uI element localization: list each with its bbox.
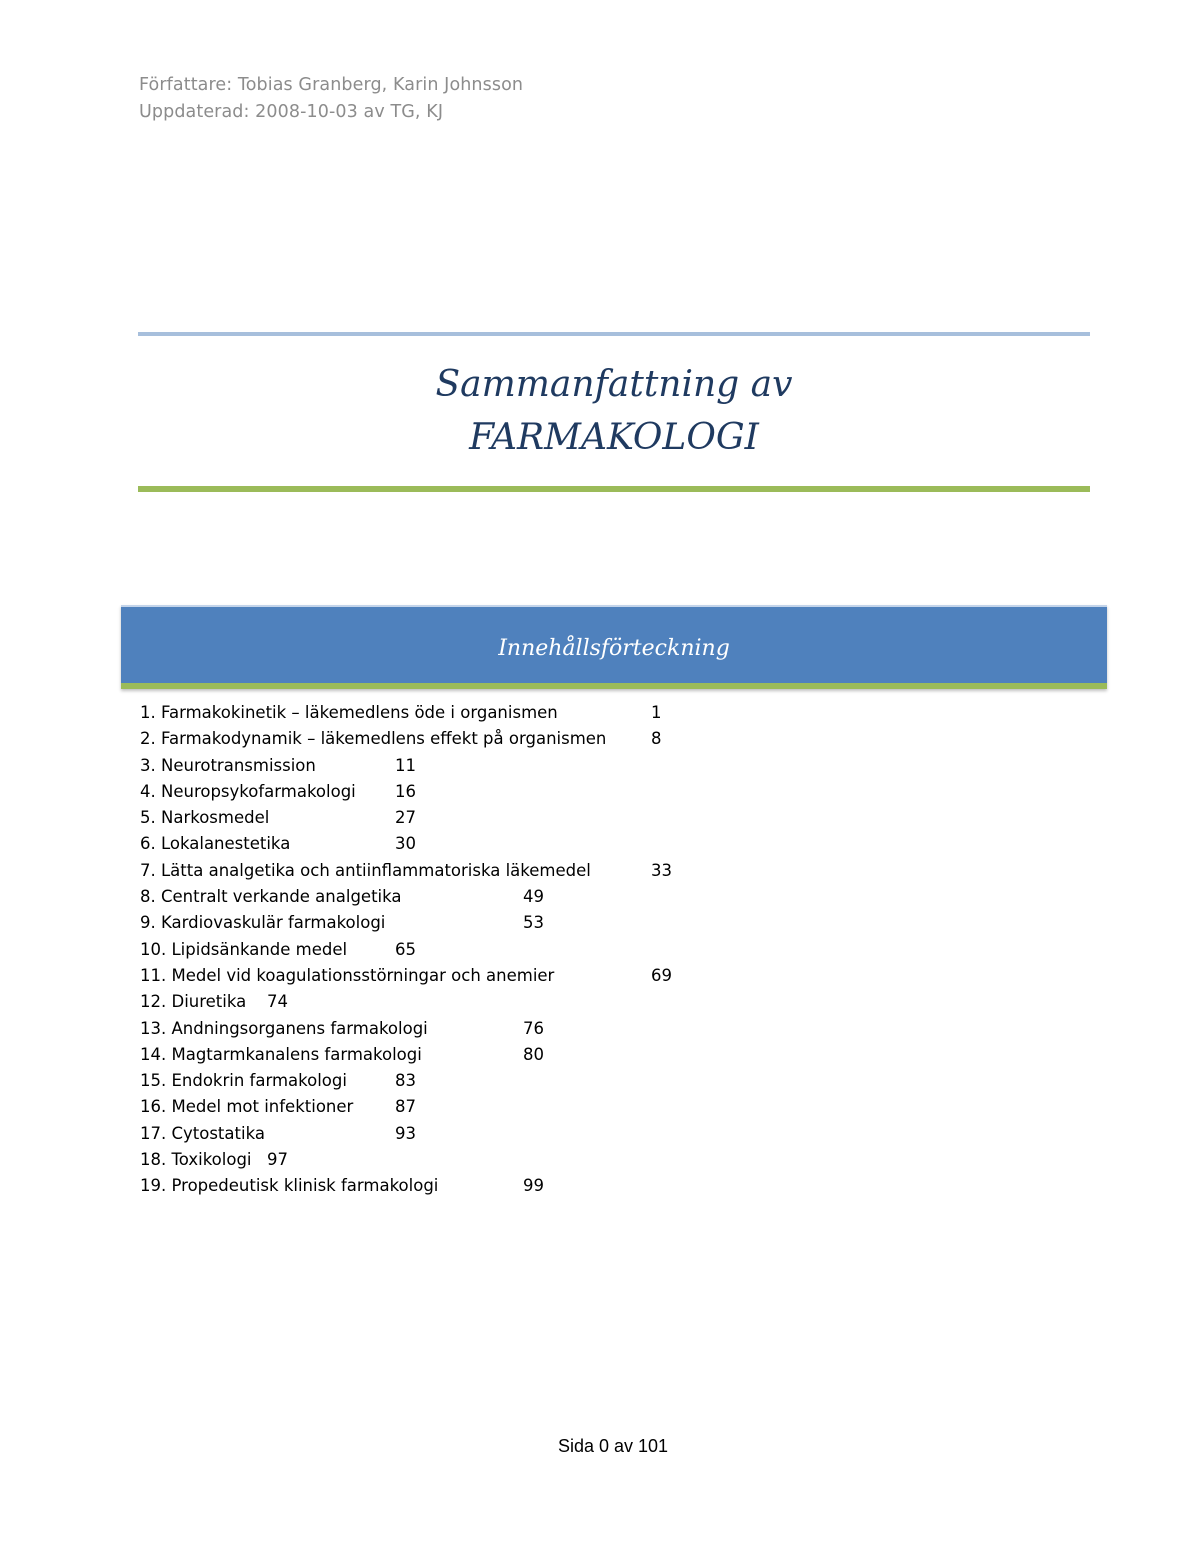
- toc-item-page: 83: [395, 1071, 416, 1091]
- toc-item-page: 93: [395, 1123, 416, 1143]
- toc-item[interactable]: [140, 700, 740, 726]
- toc-item-label: 5. Narkosmedel: [140, 808, 270, 828]
- title-line-2: FARMAKOLOGI: [469, 417, 759, 458]
- toc-item-page: 27: [395, 808, 416, 828]
- authors-line: Författare: Tobias Granberg, Karin Johnsson: [139, 75, 524, 95]
- toc-item[interactable]: [140, 858, 740, 884]
- toc-item[interactable]: [140, 1016, 740, 1042]
- toc-item[interactable]: [140, 937, 740, 963]
- toc-item-label: 15. Endokrin farmakologi: [140, 1071, 347, 1091]
- toc-item-page: 30: [395, 834, 416, 854]
- toc-item-label: 3. Neurotransmission: [140, 755, 316, 775]
- updated-line: Uppdaterad: 2008-10-03 av TG, KJ: [139, 102, 444, 122]
- toc-item-label: 6. Lokalanestetika: [140, 834, 291, 854]
- toc-header-banner: [121, 605, 1107, 689]
- toc-item-page: 69: [651, 965, 672, 985]
- title-line-1: Sammanfattning av: [435, 364, 793, 405]
- toc-item-label: 12. Diuretika: [140, 992, 247, 1012]
- toc-item-page: 65: [395, 939, 416, 959]
- toc-item[interactable]: [140, 1068, 740, 1094]
- toc-item-label: 7. Lätta analgetika och antiinflammatoriska läkemedel: [140, 860, 591, 880]
- toc-item-page: 80: [523, 1044, 544, 1064]
- toc-item[interactable]: [140, 726, 740, 752]
- toc-item[interactable]: [140, 963, 740, 989]
- page-number-label: Sida 0 av 101: [557, 1436, 669, 1456]
- toc-item-page: 97: [267, 1150, 288, 1170]
- toc-item[interactable]: [140, 805, 740, 831]
- toc-item-label: 2. Farmakodynamik – läkemedlens effekt på organismen: [140, 729, 607, 749]
- document-meta: [139, 72, 523, 126]
- toc-item[interactable]: [140, 1042, 740, 1068]
- toc-item-page: 87: [395, 1097, 416, 1117]
- toc-item-label: 18. Toxikologi: [140, 1150, 252, 1170]
- toc-item-label: 8. Centralt verkande analgetika: [140, 887, 402, 907]
- toc-item-label: 1. Farmakokinetik – läkemedlens öde i organismen: [140, 703, 558, 722]
- toc-item[interactable]: [140, 1094, 740, 1120]
- toc-item[interactable]: [140, 1173, 740, 1199]
- toc-item-page: 8: [651, 729, 662, 749]
- toc-item-page: 11: [395, 755, 416, 775]
- toc-item-page: 16: [395, 781, 416, 801]
- toc-item-label: 17. Cytostatika: [140, 1123, 265, 1143]
- toc-item[interactable]: [140, 910, 740, 936]
- toc-item[interactable]: [140, 831, 740, 857]
- toc-item-page: 53: [523, 913, 544, 933]
- toc-item-page: 1: [651, 703, 662, 722]
- toc-item-label: 4. Neuropsykofarmakologi: [140, 781, 356, 801]
- toc-item[interactable]: [140, 779, 740, 805]
- toc-item-page: 76: [523, 1018, 544, 1038]
- toc-item-label: 19. Propedeutisk klinisk farmakologi: [140, 1176, 439, 1196]
- toc-item-page: 99: [523, 1176, 544, 1196]
- title-top-rule: [138, 332, 1090, 336]
- toc-item-label: 10. Lipidsänkande medel: [140, 939, 348, 959]
- toc-item[interactable]: [140, 884, 740, 910]
- toc-item-label: 9. Kardiovaskulär farmakologi: [140, 913, 386, 933]
- toc-item-page: 74: [267, 992, 288, 1012]
- toc-item-page: 49: [523, 887, 544, 907]
- toc-item-label: 14. Magtarmkanalens farmakologi: [140, 1044, 422, 1064]
- toc-list: [140, 700, 740, 1200]
- toc-item[interactable]: [140, 753, 740, 779]
- document-title: [138, 358, 1090, 464]
- toc-item-label: 13. Andningsorganens farmakologi: [140, 1018, 428, 1038]
- toc-item[interactable]: [140, 989, 740, 1015]
- page-footer: [0, 1436, 1200, 1457]
- title-bottom-rule: [138, 486, 1090, 492]
- toc-item[interactable]: [140, 1121, 740, 1147]
- toc-item[interactable]: [140, 1147, 740, 1173]
- toc-item-label: 16. Medel mot infektioner: [140, 1097, 354, 1117]
- toc-item-page: 33: [651, 860, 672, 880]
- toc-heading: Innehållsförteckning: [498, 635, 730, 661]
- toc-item-label: 11. Medel vid koagulationsstörningar och anemier: [140, 965, 555, 985]
